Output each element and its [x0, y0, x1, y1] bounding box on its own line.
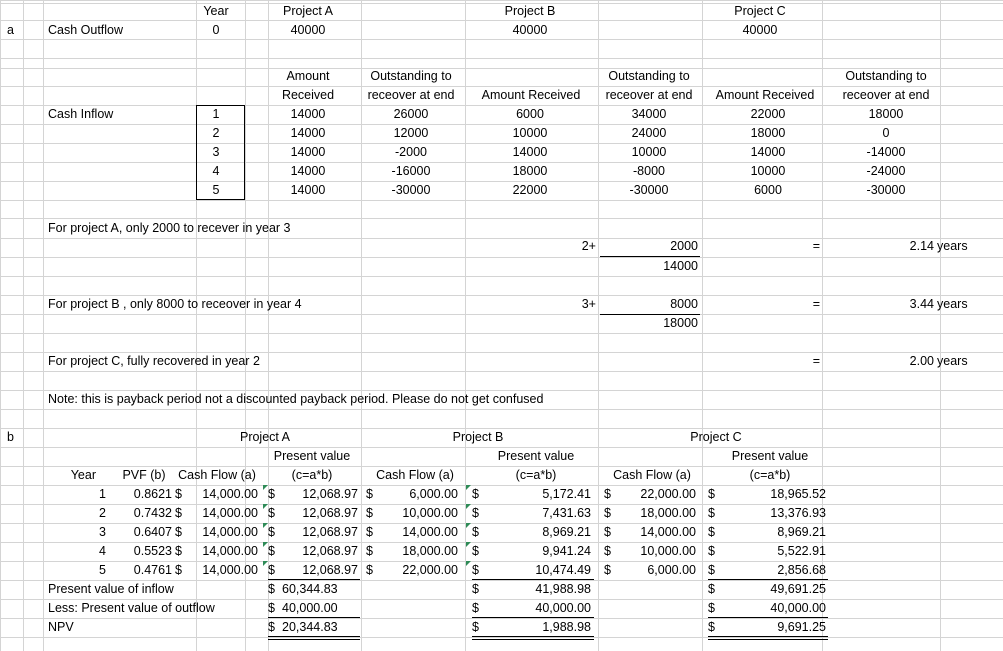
inflow-b-outstanding[interactable]: 34000: [631, 107, 667, 121]
currency-symbol[interactable]: $: [268, 620, 275, 634]
pv-c-cashflow[interactable]: 18,000.00: [640, 506, 696, 520]
pv-year[interactable]: 3: [99, 525, 106, 539]
npv-double-underline-a: [268, 636, 360, 640]
inflow-b-outstanding[interactable]: -30000: [629, 183, 669, 197]
currency-symbol[interactable]: $: [268, 506, 275, 520]
b-header-cab-a[interactable]: (c=a*b): [291, 468, 333, 482]
currency-symbol[interactable]: $: [366, 487, 373, 501]
fraction-bar: [600, 256, 700, 257]
b-header-cf-a[interactable]: Cash Flow (a): [178, 468, 256, 482]
cell-error-indicator: [466, 561, 471, 566]
pv-c-cashflow[interactable]: 6,000.00: [647, 563, 696, 577]
currency-symbol[interactable]: $: [472, 620, 479, 634]
cell-error-indicator: [466, 485, 471, 490]
payback-result[interactable]: 2.14: [909, 239, 934, 253]
outflow-c[interactable]: 40000: [742, 23, 778, 37]
payback-note[interactable]: For project A, only 2000 to recever in year 3: [48, 221, 291, 235]
summary-c[interactable]: 49,691.25: [770, 582, 826, 596]
currency-symbol[interactable]: $: [604, 506, 611, 520]
currency-symbol[interactable]: $: [268, 601, 275, 615]
currency-symbol[interactable]: $: [268, 582, 275, 596]
pv-b-cashflow[interactable]: 22,000.00: [402, 563, 458, 577]
currency-symbol[interactable]: $: [472, 544, 479, 558]
currency-symbol[interactable]: $: [708, 525, 715, 539]
payback-result[interactable]: 2.00: [909, 354, 934, 368]
pv-c-present-value[interactable]: 13,376.93: [770, 506, 826, 520]
header-project-b[interactable]: Project B: [504, 4, 556, 18]
inflow-year[interactable]: 3: [212, 145, 220, 159]
inflow-c-amount[interactable]: 10000: [750, 164, 786, 178]
payback-numerator[interactable]: 8000: [670, 297, 698, 311]
pv-factor[interactable]: 0.5523: [133, 544, 172, 558]
header-project-c[interactable]: Project C: [734, 4, 786, 18]
pv-b-cashflow[interactable]: 18,000.00: [402, 544, 458, 558]
payback-footnote[interactable]: Note: this is payback period not a discounted payback period. Please do not get confused: [48, 392, 544, 406]
currency-symbol[interactable]: $: [175, 544, 182, 558]
b-header-cf-b[interactable]: Cash Flow (a): [376, 468, 454, 482]
currency-symbol[interactable]: $: [604, 487, 611, 501]
outflow-a[interactable]: 40000: [290, 23, 326, 37]
inflow-a-outstanding[interactable]: 12000: [393, 126, 429, 140]
pv-c-cashflow[interactable]: 22,000.00: [640, 487, 696, 501]
pv-a-cashflow[interactable]: 14,000.00: [202, 544, 258, 558]
currency-symbol[interactable]: $: [472, 563, 479, 577]
currency-symbol[interactable]: $: [472, 487, 479, 501]
payback-equals[interactable]: =: [812, 239, 820, 253]
currency-symbol[interactable]: $: [175, 563, 182, 577]
pv-c-present-value[interactable]: 8,969.21: [777, 525, 826, 539]
col-head-amount-received-c[interactable]: Amount Received: [715, 88, 815, 102]
payback-equals[interactable]: =: [812, 297, 820, 311]
npv-double-underline-c: [708, 636, 828, 640]
summary-b[interactable]: 40,000.00: [535, 601, 591, 615]
inflow-c-amount[interactable]: 18000: [750, 126, 786, 140]
inflow-year[interactable]: 1: [212, 107, 220, 121]
b-header-pv-c[interactable]: Present value: [731, 449, 809, 463]
col-head-receover-b[interactable]: receover at end: [605, 88, 693, 102]
b-header-cf-c[interactable]: Cash Flow (a): [613, 468, 691, 482]
currency-symbol[interactable]: $: [366, 506, 373, 520]
inflow-b-outstanding[interactable]: -8000: [633, 164, 665, 178]
pv-factor[interactable]: 0.7432: [133, 506, 172, 520]
pv-factor[interactable]: 0.6407: [133, 525, 172, 539]
outflow-b[interactable]: 40000: [512, 23, 548, 37]
inflow-b-outstanding[interactable]: 24000: [631, 126, 667, 140]
currency-symbol[interactable]: $: [472, 582, 479, 596]
payback-numerator[interactable]: 2000: [670, 239, 698, 253]
col-head-receover-a[interactable]: receover at end: [367, 88, 455, 102]
pv-a-cashflow[interactable]: 14,000.00: [202, 525, 258, 539]
cell-error-indicator: [466, 504, 471, 509]
inflow-c-outstanding[interactable]: -30000: [866, 183, 906, 197]
pv-a-present-value[interactable]: 12,068.97: [302, 563, 358, 577]
pv-b-present-value[interactable]: 10,474.49: [535, 563, 591, 577]
payback-equals[interactable]: =: [812, 354, 820, 368]
currency-symbol[interactable]: $: [604, 563, 611, 577]
inflow-b-amount[interactable]: 14000: [512, 145, 548, 159]
pv-a-cashflow[interactable]: 14,000.00: [202, 563, 258, 577]
payback-note[interactable]: For project B , only 8000 to receover in year 4: [48, 297, 302, 311]
inflow-b-amount[interactable]: 18000: [512, 164, 548, 178]
b-header-pvf[interactable]: PVF (b): [122, 468, 166, 482]
currency-symbol[interactable]: $: [472, 506, 479, 520]
b-header-year[interactable]: Year: [70, 468, 96, 482]
pv-year[interactable]: 1: [99, 487, 106, 501]
inflow-c-outstanding[interactable]: 0: [882, 126, 890, 140]
col-head-receover-c[interactable]: receover at end: [842, 88, 930, 102]
currency-symbol[interactable]: $: [268, 525, 275, 539]
summary-label[interactable]: Present value of inflow: [48, 582, 174, 596]
currency-symbol[interactable]: $: [366, 563, 373, 577]
pv-a-present-value[interactable]: 12,068.97: [302, 525, 358, 539]
total-underline-a: [268, 617, 360, 618]
currency-symbol[interactable]: $: [175, 506, 182, 520]
pv-year[interactable]: 2: [99, 506, 106, 520]
payback-note[interactable]: For project C, fully recovered in year 2: [48, 354, 260, 368]
summary-a[interactable]: 20,344.83: [282, 620, 338, 634]
currency-symbol[interactable]: $: [366, 525, 373, 539]
pv-c-present-value[interactable]: 2,856.68: [777, 563, 826, 577]
col-head-amount-received-b[interactable]: Amount Received: [481, 88, 581, 102]
inflow-b-amount[interactable]: 10000: [512, 126, 548, 140]
pv-b-cashflow[interactable]: 10,000.00: [402, 506, 458, 520]
payback-denominator[interactable]: 14000: [663, 259, 698, 273]
currency-symbol[interactable]: $: [708, 544, 715, 558]
pv-a-present-value[interactable]: 12,068.97: [302, 544, 358, 558]
summary-c[interactable]: 40,000.00: [770, 601, 826, 615]
payback-prefix[interactable]: 3+: [581, 297, 596, 311]
b-header-project-c[interactable]: Project C: [690, 430, 742, 444]
header-year[interactable]: Year: [203, 4, 229, 18]
inflow-a-outstanding[interactable]: -2000: [395, 145, 427, 159]
inflow-b-amount[interactable]: 6000: [516, 107, 544, 121]
pv-c-present-value[interactable]: 5,522.91: [777, 544, 826, 558]
inflow-year[interactable]: 4: [212, 164, 220, 178]
col-head-outstanding-c[interactable]: Outstanding to: [845, 69, 927, 83]
inflow-c-outstanding[interactable]: -14000: [866, 145, 906, 159]
b-header-cab-b[interactable]: (c=a*b): [515, 468, 557, 482]
pv-a-present-value[interactable]: 12,068.97: [302, 487, 358, 501]
payback-prefix[interactable]: 2+: [581, 239, 596, 253]
payback-unit[interactable]: years: [937, 297, 968, 311]
inflow-c-amount[interactable]: 6000: [754, 183, 782, 197]
pv-factor[interactable]: 0.4761: [133, 563, 172, 577]
currency-symbol[interactable]: $: [708, 620, 715, 634]
b-header-pv-b[interactable]: Present value: [497, 449, 575, 463]
col-head-received[interactable]: Received: [281, 88, 335, 102]
pv-c-present-value[interactable]: 18,965.52: [770, 487, 826, 501]
col-head-amount[interactable]: Amount: [286, 69, 330, 83]
inflow-a-amount[interactable]: 14000: [290, 126, 326, 140]
payback-unit[interactable]: years: [937, 354, 968, 368]
currency-symbol[interactable]: $: [708, 487, 715, 501]
inflow-a-amount[interactable]: 14000: [290, 164, 326, 178]
currency-symbol[interactable]: $: [604, 525, 611, 539]
summary-a[interactable]: 40,000.00: [282, 601, 338, 615]
inflow-a-outstanding[interactable]: 26000: [393, 107, 429, 121]
pv-year[interactable]: 4: [99, 544, 106, 558]
inflow-a-outstanding[interactable]: -30000: [391, 183, 431, 197]
inflow-c-amount[interactable]: 22000: [750, 107, 786, 121]
year-range-box: [196, 105, 245, 200]
currency-symbol[interactable]: $: [708, 506, 715, 520]
currency-symbol[interactable]: $: [268, 563, 275, 577]
pv-a-cashflow[interactable]: 14,000.00: [202, 506, 258, 520]
currency-symbol[interactable]: $: [472, 601, 479, 615]
currency-symbol[interactable]: $: [175, 487, 182, 501]
pv-b-present-value[interactable]: 9,941.24: [542, 544, 591, 558]
inflow-b-amount[interactable]: 22000: [512, 183, 548, 197]
inflow-a-amount[interactable]: 14000: [290, 145, 326, 159]
pv-a-cashflow[interactable]: 14,000.00: [202, 487, 258, 501]
b-header-project-a[interactable]: Project A: [239, 430, 291, 444]
summary-label[interactable]: Less: Present value of outflow: [48, 601, 215, 615]
currency-symbol[interactable]: $: [604, 544, 611, 558]
pv-b-present-value[interactable]: 7,431.63: [542, 506, 591, 520]
col-head-outstanding-b[interactable]: Outstanding to: [608, 69, 690, 83]
pv-b-present-value[interactable]: 5,172.41: [542, 487, 591, 501]
inflow-year[interactable]: 5: [212, 183, 220, 197]
total-underline-b: [472, 617, 594, 618]
outflow-year[interactable]: 0: [212, 23, 220, 37]
b-header-project-b[interactable]: Project B: [452, 430, 504, 444]
pv-year[interactable]: 5: [99, 563, 106, 577]
inflow-a-amount[interactable]: 14000: [290, 183, 326, 197]
payback-result[interactable]: 3.44: [909, 297, 934, 311]
currency-symbol[interactable]: $: [175, 525, 182, 539]
header-project-a[interactable]: Project A: [282, 4, 334, 18]
npv-double-underline-b: [472, 636, 594, 640]
pv-c-cashflow[interactable]: 10,000.00: [640, 544, 696, 558]
currency-symbol[interactable]: $: [708, 601, 715, 615]
currency-symbol[interactable]: $: [268, 487, 275, 501]
currency-symbol[interactable]: $: [708, 582, 715, 596]
fraction-bar: [600, 314, 700, 315]
pv-b-cashflow[interactable]: 14,000.00: [402, 525, 458, 539]
cash-inflow-label[interactable]: Cash Inflow: [48, 107, 114, 121]
inflow-a-outstanding[interactable]: -16000: [391, 164, 431, 178]
summary-c[interactable]: 9,691.25: [777, 620, 826, 634]
pv-a-present-value[interactable]: 12,068.97: [302, 506, 358, 520]
summary-b[interactable]: 41,988.98: [535, 582, 591, 596]
currency-symbol[interactable]: $: [366, 544, 373, 558]
inflow-year[interactable]: 2: [212, 126, 220, 140]
section-label-b[interactable]: b: [7, 430, 14, 444]
summary-a[interactable]: 60,344.83: [282, 582, 338, 596]
pv-factor[interactable]: 0.8621: [133, 487, 172, 501]
pv-c-cashflow[interactable]: 14,000.00: [640, 525, 696, 539]
pv-b-cashflow[interactable]: 6,000.00: [409, 487, 458, 501]
inflow-c-outstanding[interactable]: 18000: [868, 107, 904, 121]
cash-outflow-label[interactable]: Cash Outflow: [48, 23, 124, 37]
inflow-c-amount[interactable]: 14000: [750, 145, 786, 159]
summary-b[interactable]: 1,988.98: [542, 620, 591, 634]
inflow-a-amount[interactable]: 14000: [290, 107, 326, 121]
currency-symbol[interactable]: $: [472, 525, 479, 539]
pv-b-present-value[interactable]: 8,969.21: [542, 525, 591, 539]
total-underline-c: [708, 617, 828, 618]
col-head-outstanding-a[interactable]: Outstanding to: [370, 69, 452, 83]
cell-error-indicator: [466, 523, 471, 528]
inflow-c-outstanding[interactable]: -24000: [866, 164, 906, 178]
summary-label[interactable]: NPV: [48, 620, 74, 634]
section-label-a[interactable]: a: [7, 23, 14, 37]
payback-denominator[interactable]: 18000: [663, 316, 698, 330]
b-header-pv-a[interactable]: Present value: [273, 449, 351, 463]
payback-unit[interactable]: years: [937, 239, 968, 253]
currency-symbol[interactable]: $: [268, 544, 275, 558]
currency-symbol[interactable]: $: [708, 563, 715, 577]
inflow-b-outstanding[interactable]: 10000: [631, 145, 667, 159]
b-header-cab-c[interactable]: (c=a*b): [749, 468, 791, 482]
cell-error-indicator: [466, 542, 471, 547]
